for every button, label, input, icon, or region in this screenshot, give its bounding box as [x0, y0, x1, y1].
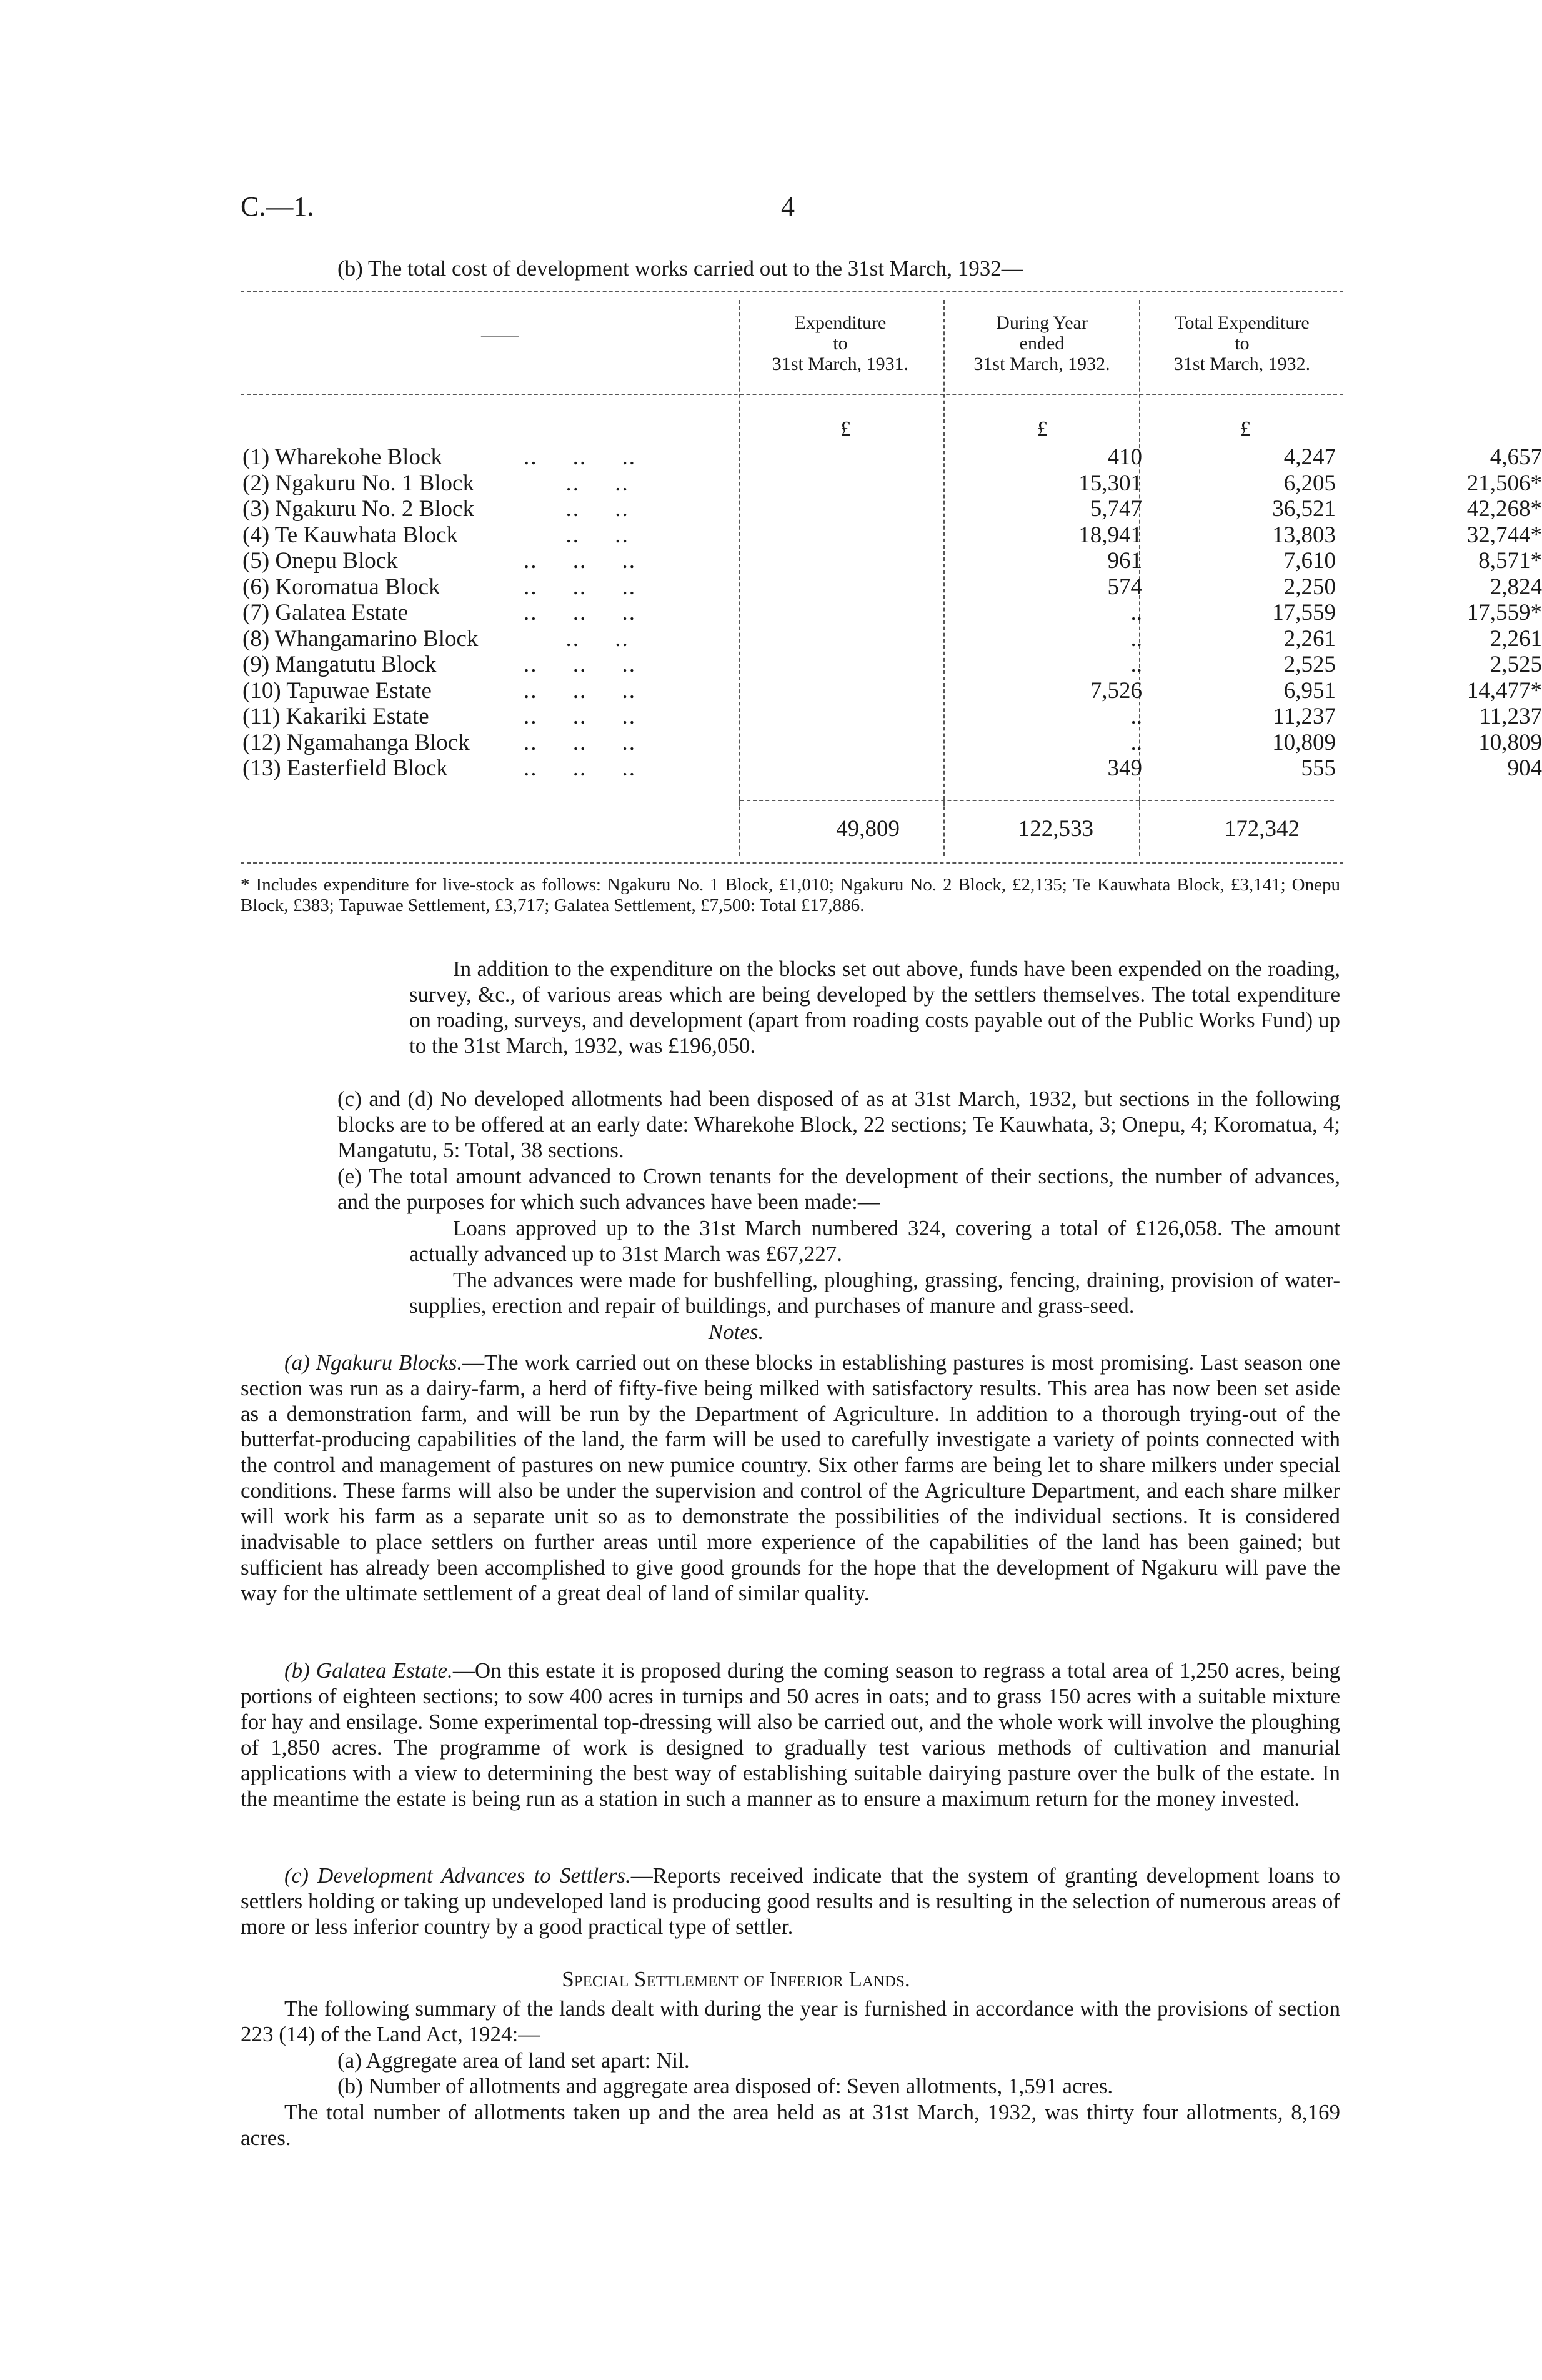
table-row — [242, 495, 1542, 522]
row-leader-dots: .. .. .. — [524, 652, 636, 677]
row-label: (11) Kakariki Estate — [242, 704, 429, 729]
paragraph-total-allotments: The total number of allotments taken up and the area held as at 31st March, 1932, was thirty four allotments, 8,169 acres. — [241, 2100, 1340, 2150]
row-leader-dots: .. .. .. — [524, 548, 636, 574]
row-leader-dots: .. .. — [524, 470, 629, 496]
row-leader-dots: .. .. — [524, 522, 629, 548]
cell-during-year-1932: 2,525 — [1283, 652, 1336, 677]
cell-during-year-1932: 4,247 — [1283, 444, 1336, 470]
table-row — [242, 703, 1542, 729]
document-code: C.—1. — [241, 191, 314, 222]
table-row — [242, 522, 1542, 548]
cell-total-1932: 8,571* — [1478, 548, 1542, 574]
note-c — [241, 1863, 1340, 1939]
total-cell-3: 172,342 — [1224, 816, 1300, 842]
cell-during-year-1932: 36,521 — [1272, 496, 1336, 522]
total-cell-2: 122,533 — [1018, 816, 1093, 842]
note-c-heading: (c) Development Advances to Settlers. — [284, 1863, 631, 1888]
cell-during-year-1932: 6,205 — [1283, 470, 1336, 496]
total-cell-1: 49,809 — [836, 816, 900, 842]
paragraph-e: (e) The total amount advanced to Crown tenants for the development of their sections, the number of advances, and the purposes for which such advances have been made:— — [337, 1164, 1340, 1214]
special-settlement-heading: Special Settlement of Inferior Lands. — [562, 1967, 910, 1991]
cell-expenditure-1931: 18,941 — [1078, 522, 1142, 548]
table-row — [242, 574, 1542, 600]
cell-total-1932: 17,559* — [1466, 600, 1542, 625]
row-label: (3) Ngakuru No. 2 Block — [242, 496, 474, 522]
total-divider-3 — [1139, 800, 1140, 856]
cell-during-year-1932: 11,237 — [1273, 704, 1336, 729]
cell-expenditure-1931: .. — [1130, 600, 1142, 625]
cell-total-1932: 2,525 — [1490, 652, 1542, 677]
table-row — [242, 625, 1542, 652]
cell-during-year-1932: 13,803 — [1272, 522, 1336, 548]
cell-during-year-1932: 2,261 — [1283, 625, 1336, 652]
cell-expenditure-1931: .. — [1130, 625, 1142, 652]
table-row — [242, 599, 1542, 625]
row-leader-dots: .. .. .. — [524, 729, 636, 755]
cell-during-year-1932: 6,951 — [1283, 677, 1336, 704]
cell-expenditure-1931: 15,301 — [1078, 470, 1142, 496]
cell-expenditure-1931: .. — [1130, 704, 1142, 729]
unit-pound-3: £ — [1240, 417, 1251, 441]
note-b-text: —On this estate it is proposed during the coming season to regrass a total area of 1,250 acres, being portions of eighteen sections; to sow 400 acres in turnips and 50 acres in oats; and to grass 150 acres with a suitable mixture for hay and ensilage. Some experimental top-dressing will also be carried out, and the whole work will involve the ploughing of 1,850 acres. The programme of work is designed to gradually test various methods of cultivation and manurial applications with a view to determining the best way of establishing suitable dairying pasture over the bulk of the estate. In the meantime the estate is being run as a station in such a manner as to ensure a maximum return for the money invested. — [241, 1658, 1340, 1811]
cell-expenditure-1931: 574 — [1107, 574, 1142, 600]
table-footnote: * Includes expenditure for live-stock as follows: Ngakuru No. 1 Block, £1,010; Ngakuru No. 2 Block, £2,135; Te Kauwhata Block, £3,141; Onepu Block, £383; Tapuwae Settlement, £3,717; Galatea Settlement, £7,500: Total £17,886. — [241, 875, 1340, 915]
row-leader-dots: .. .. .. — [524, 444, 636, 470]
item-a: (a) Aggregate area of land set apart: Nil. — [337, 2048, 690, 2073]
cell-total-1932: 2,261 — [1490, 625, 1542, 652]
cell-total-1932: 10,809 — [1478, 729, 1542, 755]
unit-pound-1: £ — [840, 417, 851, 441]
cell-total-1932: 14,477* — [1466, 677, 1542, 704]
cell-expenditure-1931: 961 — [1107, 548, 1142, 574]
table-row — [242, 444, 1542, 470]
note-a-text: —The work carried out on these blocks in establishing pastures is most promising. Last season one section was run as a dairy-farm, a herd of fifty-five being milked with satisfactory results. This area has now been set aside as a demonstration farm, and will be run by the Department of Agriculture. In addition to a thorough trying-out of the butterfat-producing capabilities of the land, the farm will be used to carefully investigate a variety of points connected with the control and management of pastures on new pumice country. Six other farms are being let to share milkers under special conditions. These farms will also be under the supervision and control of the Agriculture Department, and each share milker will work his farm as a separate unit so as to demonstrate the possibilities of the individual sections. It is considered inadvisable to place settlers on further areas until more experience of the capabilities of the land has been gained; but sufficient has already been accomplished to give good grounds for the hope that the development of Ngakuru will pave the way for the ultimate settlement of a great deal of land of similar quality. — [241, 1350, 1341, 1605]
column-heading-1: Expenditure to 31st March, 1931. — [772, 312, 909, 374]
table-top-rule — [241, 291, 1343, 292]
notes-heading: Notes. — [708, 1320, 764, 1344]
cell-expenditure-1931: 410 — [1107, 444, 1142, 470]
cell-total-1932: 21,506* — [1466, 470, 1542, 496]
row-label: (12) Ngamahanga Block — [242, 729, 470, 755]
table-row — [242, 677, 1542, 704]
row-leader-dots: .. .. .. — [524, 600, 636, 625]
cell-during-year-1932: 2,250 — [1283, 574, 1336, 600]
cell-total-1932: 11,237 — [1479, 704, 1542, 729]
cell-total-1932: 42,268* — [1466, 496, 1542, 522]
row-label: (7) Galatea Estate — [242, 600, 409, 625]
column-heading-3: Total Expenditure to 31st March, 1932. — [1173, 312, 1311, 374]
cell-during-year-1932: 10,809 — [1272, 729, 1336, 755]
cell-expenditure-1931: 5,747 — [1090, 496, 1142, 522]
cell-expenditure-1931: .. — [1130, 652, 1142, 677]
paragraph-expenditure: In addition to the expenditure on the blocks set out above, funds have been expended on the roading, survey, &c., of various areas which are being developed by the settlers themselves. The total expenditure on roading, surveys, and development (apart from roading costs payable out of the Public Works Fund) up to the 31st March, 1932, was £196,050. — [409, 957, 1340, 1058]
row-label: (4) Te Kauwhata Block — [242, 522, 459, 548]
column-heading-2: During Year ended 31st March, 1932. — [973, 312, 1110, 374]
cell-during-year-1932: 555 — [1301, 755, 1336, 781]
row-label: (10) Tapuwae Estate — [242, 677, 432, 704]
cell-total-1932: 4,657 — [1490, 444, 1542, 470]
row-leader-dots: .. .. .. — [524, 755, 636, 781]
table-row — [242, 547, 1542, 574]
note-a-heading: (a) Ngakuru Blocks. — [284, 1350, 463, 1375]
note-a — [241, 1350, 1340, 1606]
table-header-rule — [241, 394, 1343, 395]
stub-heading: —— — [481, 325, 519, 346]
total-rule — [740, 800, 1334, 801]
row-label: (8) Whangamarino Block — [242, 625, 479, 652]
cell-total-1932: 904 — [1507, 755, 1542, 781]
table-row — [242, 729, 1542, 755]
page-number: 4 — [781, 191, 795, 222]
cell-during-year-1932: 7,610 — [1283, 548, 1336, 574]
table-bottom-rule — [241, 862, 1343, 864]
table-row — [242, 755, 1542, 781]
table-row — [242, 470, 1542, 496]
paragraph-loans: Loans approved up to the 31st March numbered 324, covering a total of £126,058. The amount actually advanced up to 31st March was £67,227. — [409, 1216, 1340, 1266]
row-label: (2) Ngakuru No. 1 Block — [242, 470, 474, 496]
cell-expenditure-1931: 7,526 — [1090, 677, 1142, 704]
table-title: (b) The total cost of development works carried out to the 31st March, 1932— — [337, 256, 1023, 281]
row-leader-dots: .. .. — [524, 625, 629, 652]
item-b: (b) Number of allotments and aggregate area disposed of: Seven allotments, 1,591 acres. — [337, 2074, 1113, 2098]
cell-total-1932: 2,824 — [1490, 574, 1542, 600]
row-label: (1) Wharekohe Block — [242, 444, 442, 470]
row-label: (9) Mangatutu Block — [242, 652, 437, 677]
unit-pound-2: £ — [1037, 417, 1048, 441]
total-divider-1 — [739, 800, 740, 856]
table-row — [242, 651, 1542, 677]
paragraph-advances: The advances were made for bushfelling, ploughing, grassing, fencing, draining, provision of water-supplies, erection and repair of buildings, and purchases of manure and grass-seed. — [409, 1268, 1340, 1318]
row-leader-dots: .. .. .. — [524, 677, 636, 704]
row-label: (5) Onepu Block — [242, 548, 398, 574]
row-leader-dots: .. .. .. — [524, 704, 636, 729]
cell-expenditure-1931: .. — [1130, 729, 1142, 755]
note-b — [241, 1658, 1340, 1811]
row-label: (13) Easterfield Block — [242, 755, 448, 781]
cell-expenditure-1931: 349 — [1107, 755, 1142, 781]
row-label: (6) Koromatua Block — [242, 574, 440, 600]
row-leader-dots: .. .. — [524, 496, 629, 522]
note-c-text: —Reports received indicate that the system of granting development loans to settlers holding or taking up undeveloped land is producing good results and is resulting in the selection of numerous areas of more or less inferior country by a good practical type of settler. — [241, 1863, 1340, 1939]
cell-during-year-1932: 17,559 — [1272, 600, 1336, 625]
total-divider-2 — [943, 800, 945, 856]
row-leader-dots: .. .. .. — [524, 574, 636, 600]
paragraph-c-d: (c) and (d) No developed allotments had been disposed of as at 31st March, 1932, but sections in the following blocks are to be offered at an early date: Wharekohe Block, 22 sections; Te Kauwhata, 3; Onepu, 4; Koromatua, 4; Mangatutu, 5: Total, 38 sections. — [337, 1087, 1340, 1162]
paragraph-special: The following summary of the lands dealt with during the year is furnished in accordance with the provisions of section 223 (14) of the Land Act, 1924:— — [241, 1996, 1340, 2046]
note-b-heading: (b) Galatea Estate. — [284, 1658, 453, 1683]
cell-total-1932: 32,744* — [1466, 522, 1542, 548]
